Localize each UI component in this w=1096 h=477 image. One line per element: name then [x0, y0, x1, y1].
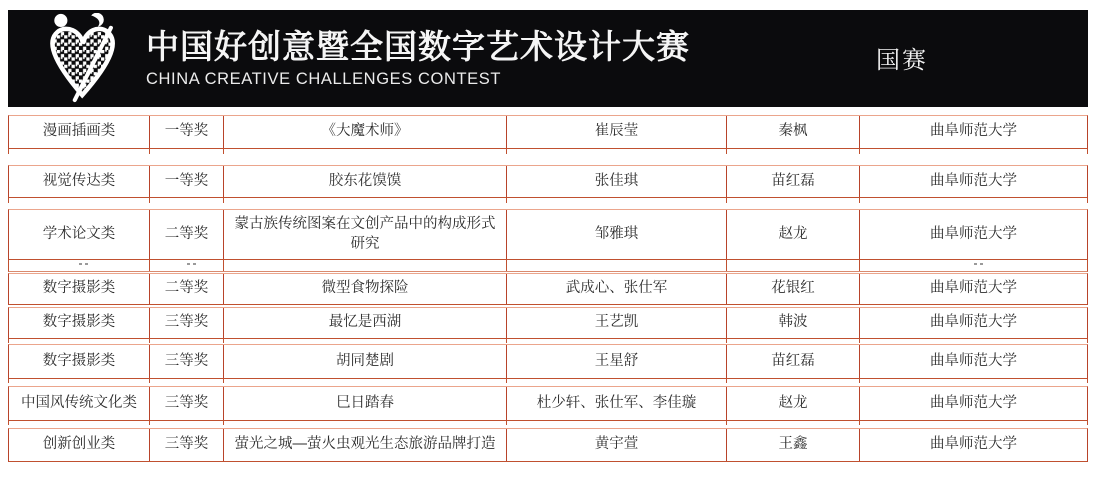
clipped-row-stub [8, 339, 1088, 343]
cell-instructor: 王鑫 [726, 429, 859, 461]
cell-work_title: 胶东花馍馍 [223, 166, 506, 197]
cell-school: 曲阜师范大学 [859, 308, 1087, 338]
clipped-cell [859, 260, 1087, 271]
cell-award: 一等奖 [149, 116, 223, 148]
table-row [8, 115, 1088, 149]
cell-school: 曲阜师范大学 [859, 210, 1087, 259]
cell-award: 二等奖 [149, 274, 223, 304]
clipped-cell [859, 379, 1087, 383]
clipped-cell [9, 260, 149, 271]
contest-banner [8, 10, 1088, 107]
cell-authors: 王艺凯 [506, 308, 726, 338]
clipped-cell [726, 339, 859, 343]
cell-authors: 张佳琪 [506, 166, 726, 197]
clipped-row-stub [8, 421, 1088, 425]
cell-school: 曲阜师范大学 [859, 387, 1087, 420]
cell-school: 曲阜师范大学 [859, 274, 1087, 304]
clipped-cell [506, 260, 726, 271]
table-row [8, 428, 1088, 462]
clipped-cell [506, 379, 726, 383]
cell-award: 一等奖 [149, 166, 223, 197]
cell-authors: 武成心、张仕军 [506, 274, 726, 304]
cell-category: 视觉传达类 [42, 172, 116, 189]
table-row [8, 307, 1088, 339]
cell-work_title: 最忆是西湖 [223, 308, 506, 338]
clipped-cell [9, 149, 149, 154]
cell-category: 数字摄影类 [42, 352, 116, 369]
cell-authors: 崔辰莹 [506, 116, 726, 148]
heart-qr-logo [42, 13, 124, 105]
clipped-cell [149, 198, 223, 203]
clipped-row-stub [8, 149, 1088, 154]
table-row [8, 344, 1088, 379]
clipped-cell [149, 379, 223, 383]
cell-work_title: 蒙古族传统图案在文创产品中的构成形式研究 [223, 210, 506, 259]
clipped-cell [149, 421, 223, 425]
cell-category: 创新创业类 [42, 436, 116, 453]
clipped-cell [506, 198, 726, 203]
clipped-cell [859, 339, 1087, 343]
clipped-cell [726, 198, 859, 203]
clipped-cell [506, 421, 726, 425]
cell-work_title: 胡同楚剧 [223, 345, 506, 378]
clipped-cell [223, 260, 506, 271]
cell-school: 曲阜师范大学 [859, 116, 1087, 148]
cell-award: 三等奖 [149, 429, 223, 461]
cell-work_title: 萤光之城—萤火虫观光生态旅游品牌打造 [223, 429, 506, 461]
cell-award: 三等奖 [149, 387, 223, 420]
cell-authors: 黄宇萱 [506, 429, 726, 461]
cell-category: 学术论文类 [42, 225, 116, 242]
contest-title-zh: 中国好创意暨全国数字艺术设计大赛 [146, 27, 690, 65]
cell-award: 三等奖 [149, 345, 223, 378]
clipped-cell [223, 339, 506, 343]
banner-titles [146, 28, 690, 90]
clipped-cell [726, 260, 859, 271]
clipped-cell [223, 198, 506, 203]
clipped-cell [9, 339, 149, 343]
clipped-cell [149, 149, 223, 154]
cell-award: 二等奖 [149, 210, 223, 259]
cell-authors: 杜少轩、张仕军、李佳璇 [506, 387, 726, 420]
cell-school: 曲阜师范大学 [859, 345, 1087, 378]
awards-table [8, 115, 1088, 462]
clipped-cell [726, 379, 859, 383]
clipped-cell [223, 149, 506, 154]
contest-title-en: CHINA CREATIVE CHALLENGES CONTEST [146, 70, 502, 89]
cell-authors: 王星舒 [506, 345, 726, 378]
clipped-cell [149, 260, 223, 271]
clipped-cell [223, 379, 506, 383]
table-row [8, 209, 1088, 260]
cell-school: 曲阜师范大学 [859, 429, 1087, 461]
clipped-cell [859, 421, 1087, 425]
cell-category: 数字摄影类 [42, 280, 116, 297]
cell-award: 三等奖 [149, 308, 223, 338]
cell-instructor: 赵龙 [726, 387, 859, 420]
clipped-row-stub [8, 379, 1088, 383]
cell-instructor: 赵龙 [726, 210, 859, 259]
cell-instructor: 苗红磊 [726, 345, 859, 378]
table-row [8, 165, 1088, 198]
clipped-cell [9, 379, 149, 383]
cell-instructor: 秦枫 [726, 116, 859, 148]
clipped-cell [9, 421, 149, 425]
table-row [8, 273, 1088, 305]
clipped-cell [506, 149, 726, 154]
cell-work_title: 巳日踏春 [223, 387, 506, 420]
clipped-row-stub [8, 198, 1088, 203]
cell-instructor: 花银红 [726, 274, 859, 304]
cell-work_title: 微型食物探险 [223, 274, 506, 304]
clipped-cell [726, 149, 859, 154]
cell-school: 曲阜师范大学 [859, 166, 1087, 197]
cell-instructor: 韩波 [726, 308, 859, 338]
clipped-partial-row [8, 260, 1088, 272]
cell-instructor: 苗红磊 [726, 166, 859, 197]
logo-dot-right [91, 13, 104, 27]
cell-work_title: 《大魔术师》 [223, 116, 506, 148]
cell-category: 中国风传统文化类 [21, 394, 137, 411]
table-row [8, 386, 1088, 421]
clipped-cell [726, 421, 859, 425]
row-gap [8, 154, 1088, 165]
clipped-cell [9, 198, 149, 203]
stage-label: 国赛 [876, 48, 928, 74]
cell-category: 漫画插画类 [42, 123, 116, 140]
clipped-cell [859, 198, 1087, 203]
clipped-cell [149, 339, 223, 343]
logo-dot-left [54, 13, 67, 26]
cell-category: 数字摄影类 [42, 314, 116, 331]
clipped-cell [506, 339, 726, 343]
clipped-cell [223, 421, 506, 425]
clipped-cell [859, 149, 1087, 154]
heart-qr-logo-svg [42, 13, 124, 105]
cell-authors: 邹雅琪 [506, 210, 726, 259]
